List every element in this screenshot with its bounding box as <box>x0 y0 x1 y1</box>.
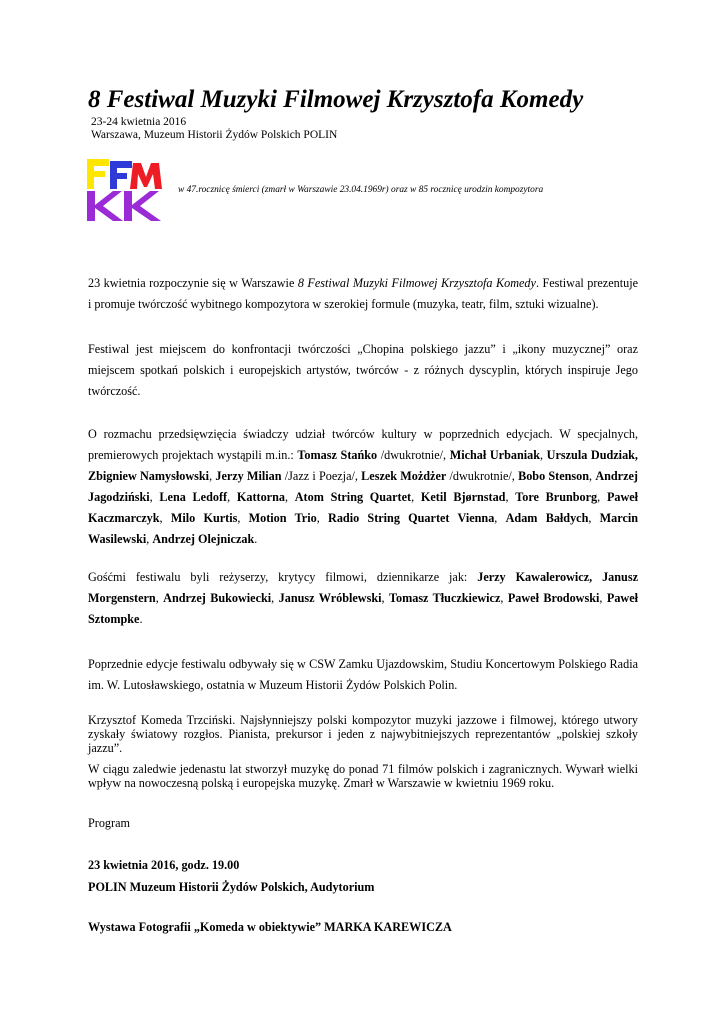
logo-letter-k2 <box>124 191 161 221</box>
festival-logo <box>86 157 166 223</box>
page-title: 8 Festiwal Muzyki Filmowej Krzysztofa Komedy <box>88 86 584 113</box>
anniversary-note: w 47.rocznicę śmierci (zmarł w Warszawie 23.04.1969r) oraz w 85 rocznicę urodzin kompozytora <box>178 185 544 195</box>
program-exhibition: Wystawa Fotografii „Komeda w obiektywie” MARKA KAREWICZA <box>88 920 452 934</box>
logo-letter-k1 <box>87 191 123 221</box>
paragraph-intro: 23 kwietnia rozpoczynie się w Warszawie 8 Festiwal Muzyki Filmowej Krzysztofa Komedy. Festiwal prezentuje i promuje twórczość wybitnego kompozytora w szerokiej formule (muzyka, teatr, film, sztuki wizualne). <box>88 276 638 311</box>
paragraph-artists: O rozmachu przedsięwzięcia świadczy udział twórców kultury w poprzednich edycjach. W specjalnych, premierowych projektach wystąpili m.in.: Tomasz Stańko /dwukrotnie/, Michał Urbaniak, Urszula Dudziak, Zbigniew Namysłowski, Jerzy Milian /Jazz i Poezja/, Leszek Możdżer /dwukrotnie/, Bobo Stenson, Andrzej Jagodziński, Lena Ledoff, Kattorna, Atom String Quartet, Ketil Bjørnstad, Tore Brunborg, Paweł Kaczmarczyk, Milo Kurtis, Motion Trio, Radio String Quartet Vienna, Adam Bałdych, Marcin Wasilewski, Andrzej Olejniczak. <box>88 427 639 546</box>
program-date: 23 kwietnia 2016, godz. 19.00 <box>88 858 240 872</box>
paragraph-legacy: W ciągu zaledwie jedenastu lat stworzył muzykę do ponad 71 filmów polskich i zagranicznych. Wywarł wielki wpływ na nowoczesną polską i europejska muzykę. Zmarł w Warszawie w kwietniu 1969 roku. <box>88 762 638 790</box>
paragraph-confrontation: Festiwal jest miejscem do konfrontacji twórczości „Chopina polskiego jazzu” i „ikony muzycznej” oraz miejscem spotkań polskich i europejskich artystów, twórców - z różnych dyscyplin, których inspiruje Jego twórczość. <box>88 342 638 398</box>
logo-letter-f1 <box>87 159 109 189</box>
festival-dates: 23-24 kwietnia 2016 <box>91 116 187 128</box>
program-place: POLIN Muzeum Historii Żydów Polskich, Audytorium <box>88 880 375 894</box>
paragraph-previous-editions: Poprzednie edycje festiwalu odbywały się w CSW Zamku Ujazdowskim, Studiu Koncertowym Polskiego Radia im. W. Lutosławskiego, ostatnia w Muzeum Historii Żydów Polskich Polin. <box>88 657 638 692</box>
paragraph-biography: Krzysztof Komeda Trzciński. Najsłynniejszy polski kompozytor muzyki jazzowe i filmowej, którego utwory zyskały światowy rozgłos. Pianista, prekursor i jeden z najwybitniejszych reprezentantów „polskiej szkoły jazzu”. <box>88 713 638 755</box>
paragraph-guests: Gośćmi festiwalu byli reżyserzy, krytycy filmowi, dziennikarze jak: Jerzy Kawalerowicz, Janusz Morgenstern, Andrzej Bukowiecki, Janusz Wróblewski, Tomasz Tłuczkiewicz, Paweł Brodowski, Paweł Sztompke. <box>88 570 639 626</box>
program-label: Program <box>88 816 130 830</box>
logo-letter-f2 <box>110 161 132 189</box>
logo-letter-m <box>130 163 162 189</box>
festival-venue: Warszawa, Muzeum Historii Żydów Polskich POLIN <box>91 129 338 141</box>
